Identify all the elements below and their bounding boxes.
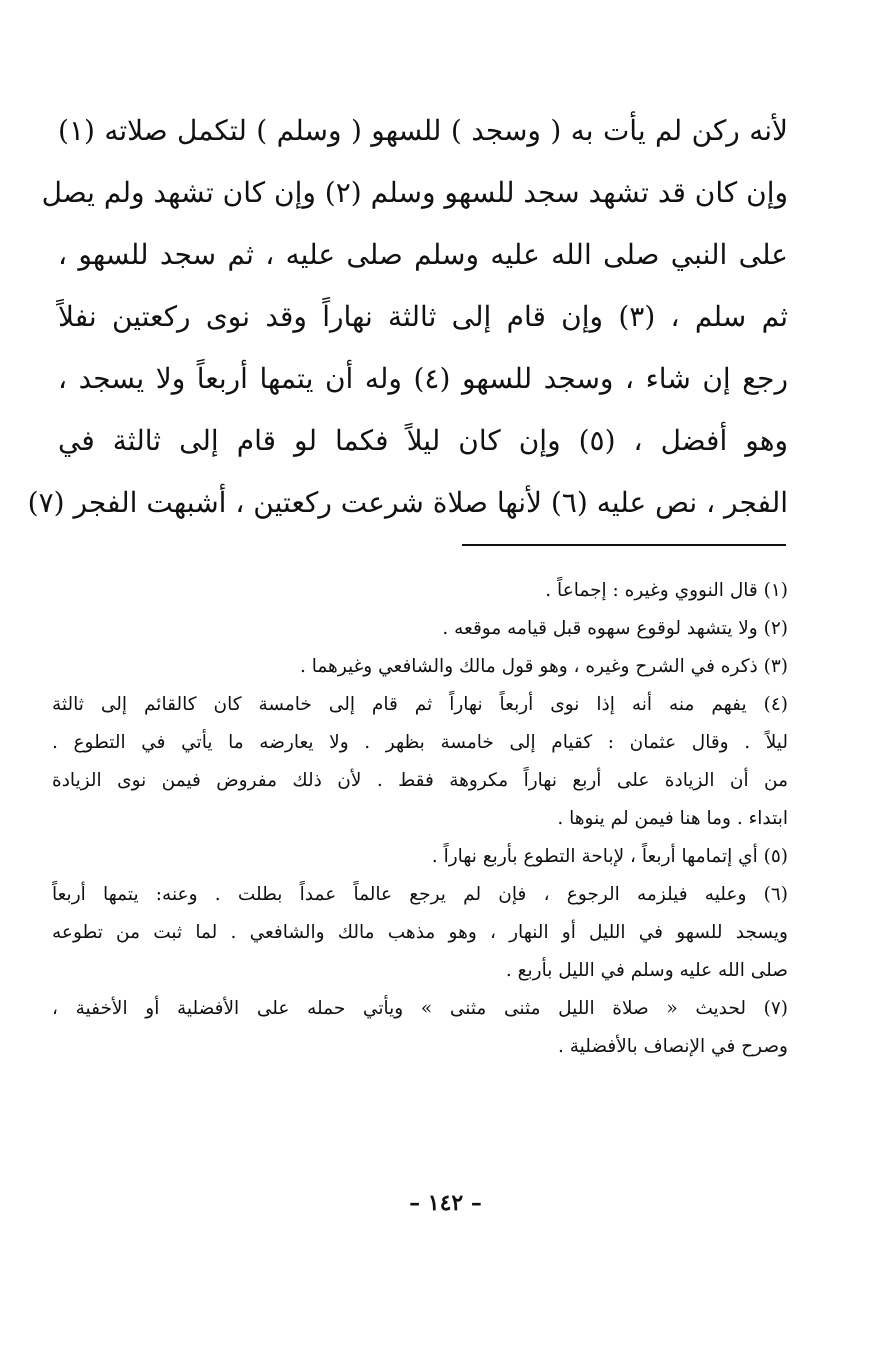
main-text-line: وإن كان قد تشهد سجد للسهو وسلم (٢) وإن كان تشهد ولم يصل [41,176,788,209]
page-number: – ١٤٢ – [409,1190,482,1216]
footnotes-block [52,572,788,1066]
footnote-6-line: صلى الله عليه وسلم في الليل بأربع . [505,960,788,981]
footnote-4-line: ابتداء . وما هنا فيمن لم ينوها . [557,808,788,829]
main-text-line: لأنه ركن لم يأت به ( وسجد ) للسهو ( وسلم ) لتكمل صلاته (١) [58,114,788,147]
main-text-line: على النبي صلى الله عليه وسلم صلى عليه ، ثم سجد للسهو ، [58,238,788,271]
footnote-3: (٣) ذكره في الشرح وغيره ، وهو قول مالك والشافعي وغيرهما . [299,656,788,677]
main-text-line: وهو أفضل ، (٥) وإن كان ليلاً فكما لو قام إلى ثالثة في [58,424,788,457]
footnote-4-line: (٤) يفهم منه أنه إذا نوى أربعاً نهاراً ثم قام إلى خامسة كان كالقائم إلى ثالثة [52,694,788,715]
footnote-6-line: (٦) وعليه فيلزمه الرجوع ، فإن لم يرجع عالماً عمداً بطلت . وعنه: يتمها أربعاً [52,884,788,905]
footnote-7-line: وصرح في الإنصاف بالأفضلية . [557,1036,788,1057]
main-text-line: الفجر ، نص عليه (٦) لأنها صلاة شرعت ركعتين ، أشبهت الفجر (٧) [27,486,788,519]
footnote-1: (١) قال النووي وغيره : إجماعاً . [545,580,788,601]
main-text-line: ثم سلم ، (٣) وإن قام إلى ثالثة نهاراً وقد نوى ركعتين نفلاً [58,300,788,333]
main-text-block [27,100,789,534]
footnote-6-line: ويسجد للسهو في الليل أو النهار ، وهو مذهب مالك والشافعي . لما ثبت من تطوعه [52,922,788,943]
main-text-line: رجع إن شاء ، وسجد للسهو (٤) وله أن يتمها أربعاً ولا يسجد ، [58,362,789,395]
footnote-2: (٢) ولا يتشهد لوقوع سهوه قبل قيامه موقعه . [442,618,788,639]
footnote-divider [462,544,786,546]
footnote-4-line: ليلاً . وقال عثمان : كقيام إلى خامسة بظهر . ولا يعارضه ما يأتي في التطوع . [52,732,788,753]
footnote-4-line: من أن الزيادة على أربع نهاراً مكروهة فقط . لأن ذلك مفروض فيمن نوى الزيادة [52,770,788,791]
footnote-7-line: (٧) لحديث « صلاة الليل مثنى مثنى » ويأتي حمله على الأفضلية أو الأخفية ، [52,998,788,1019]
footnote-5: (٥) أي إتمامها أربعاً ، لإباحة التطوع بأربع نهاراً . [431,846,788,867]
